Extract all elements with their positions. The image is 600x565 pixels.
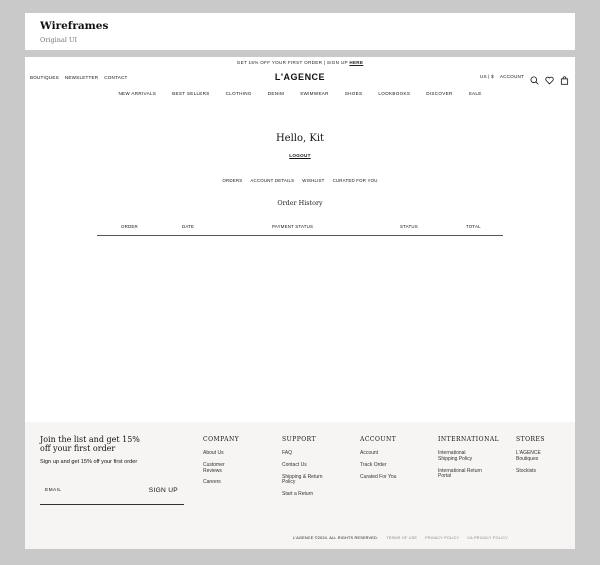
promo-text: GET 15% OFF YOUR FIRST ORDER | SIGN UP: [236, 60, 350, 65]
order-history-title: Order History: [277, 199, 323, 207]
boutiques-link[interactable]: BOUTIQUES: [30, 75, 59, 80]
terms-of-use-link[interactable]: TERMS OF USE: [386, 536, 418, 540]
column-status: STATUS: [400, 224, 418, 229]
sign-up-button[interactable]: SIGN UP: [148, 487, 178, 494]
tab-account-details[interactable]: ACCOUNT DETAILS: [250, 178, 295, 183]
account-tabs: [25, 178, 575, 183]
nav-discover[interactable]: DISCOVER: [426, 91, 453, 96]
footer-column-company: [203, 436, 273, 492]
column-date: DATE: [182, 224, 195, 229]
newsletter-link[interactable]: NEWSLETTER: [64, 75, 99, 80]
column-total: TOTAL: [466, 224, 481, 229]
account-section: [25, 133, 575, 207]
order-history-table-header: [97, 221, 503, 236]
footer-heading-account: ACCOUNT: [360, 436, 397, 443]
brand-logo[interactable]: L'AGENCE: [274, 72, 326, 82]
footer-heading-stores: STORES: [516, 436, 546, 443]
footer-heading-support: SUPPORT: [282, 436, 317, 443]
footer-link-curated-for-you[interactable]: Curated For You: [360, 473, 397, 480]
tab-curated-for-you[interactable]: CURATED FOR YOU: [332, 178, 378, 183]
footer-link-track-order[interactable]: Track Order: [360, 461, 387, 468]
contact-link[interactable]: CONTACT: [104, 75, 128, 80]
footer-column-support: [282, 436, 352, 504]
footer-column-account: [360, 436, 430, 486]
footer-link-international-shipping[interactable]: International Shipping Policy: [438, 450, 473, 462]
search-icon[interactable]: [530, 72, 539, 81]
promo-here-link[interactable]: HERE: [349, 60, 364, 65]
nav-lookbooks[interactable]: LOOKBOOKS: [378, 91, 411, 96]
footer-heading-company: COMPANY: [203, 436, 240, 443]
footer-column-international: [438, 436, 510, 486]
footer-link-about-us[interactable]: About Us: [203, 450, 224, 456]
ca-privacy-policy-link[interactable]: CA PRIVACY POLICY: [467, 536, 509, 540]
account-page-frame: [25, 57, 575, 549]
newsletter-form: [40, 484, 184, 505]
footer-link-start-a-return[interactable]: Start a Return: [282, 491, 314, 498]
newsletter-heading: Join the list and get 15% off your first order: [40, 435, 140, 453]
legal-bar: [293, 536, 508, 540]
wireframe-header: [25, 13, 575, 50]
footer-link-boutiques[interactable]: L'AGENCE Boutiques: [516, 450, 541, 462]
main-nav: [25, 87, 575, 101]
header-actions: [480, 72, 569, 81]
footer-heading-international: INTERNATIONAL: [438, 436, 500, 443]
heart-icon[interactable]: [545, 72, 554, 81]
newsletter-subtext: Sign up and get 15% off your first order: [40, 459, 138, 465]
nav-new-arrivals[interactable]: NEW ARRIVALS: [118, 91, 157, 96]
wireframe-title: Wireframes: [40, 20, 109, 32]
nav-clothing[interactable]: CLOTHING: [225, 91, 252, 96]
nav-sale[interactable]: SALE: [468, 91, 482, 96]
footer-link-customer-reviews[interactable]: Customer Reviews: [203, 461, 225, 474]
footer-link-contact-us[interactable]: Contact Us: [282, 461, 307, 468]
promo-bar: [25, 57, 575, 69]
top-bar: [25, 69, 575, 87]
account-link[interactable]: ACCOUNT: [499, 74, 524, 79]
greeting-heading: Hello, Kit: [275, 133, 325, 144]
tab-wishlist[interactable]: WISHLIST: [302, 178, 325, 183]
nav-denim[interactable]: DENIM: [267, 91, 285, 96]
tab-orders[interactable]: ORDERS: [222, 178, 243, 183]
nav-shoes[interactable]: SHOES: [344, 91, 363, 96]
nav-swimwear[interactable]: SWIMWEAR: [300, 91, 329, 96]
footer-link-shipping-return-policy[interactable]: Shipping & Return Policy: [282, 473, 323, 486]
column-order: ORDER: [121, 224, 138, 229]
footer-column-stores: [516, 436, 571, 480]
column-payment-status: PAYMENT STATUS: [272, 224, 314, 229]
footer-link-account[interactable]: Account: [360, 450, 379, 456]
shopping-bag-icon[interactable]: [560, 72, 569, 81]
footer-link-faq[interactable]: FAQ: [282, 450, 293, 456]
email-input[interactable]: EMAIL: [45, 488, 62, 493]
logout-link[interactable]: LOGOUT: [289, 153, 311, 158]
copyright-text: L'AGENCE ©2024. ALL RIGHTS RESERVED.: [293, 536, 379, 540]
site-footer: [25, 422, 575, 549]
wireframe-subtitle: Original UI: [40, 36, 78, 44]
nav-best-sellers[interactable]: BEST SELLERS: [172, 91, 210, 96]
currency-selector[interactable]: US | $: [479, 74, 494, 79]
privacy-policy-link[interactable]: PRIVACY POLICY: [425, 536, 460, 540]
footer-link-stockists[interactable]: Stockists: [516, 467, 537, 474]
footer-link-careers[interactable]: Careers: [203, 479, 221, 486]
footer-link-international-return-portal[interactable]: International Return Portal: [438, 467, 482, 480]
